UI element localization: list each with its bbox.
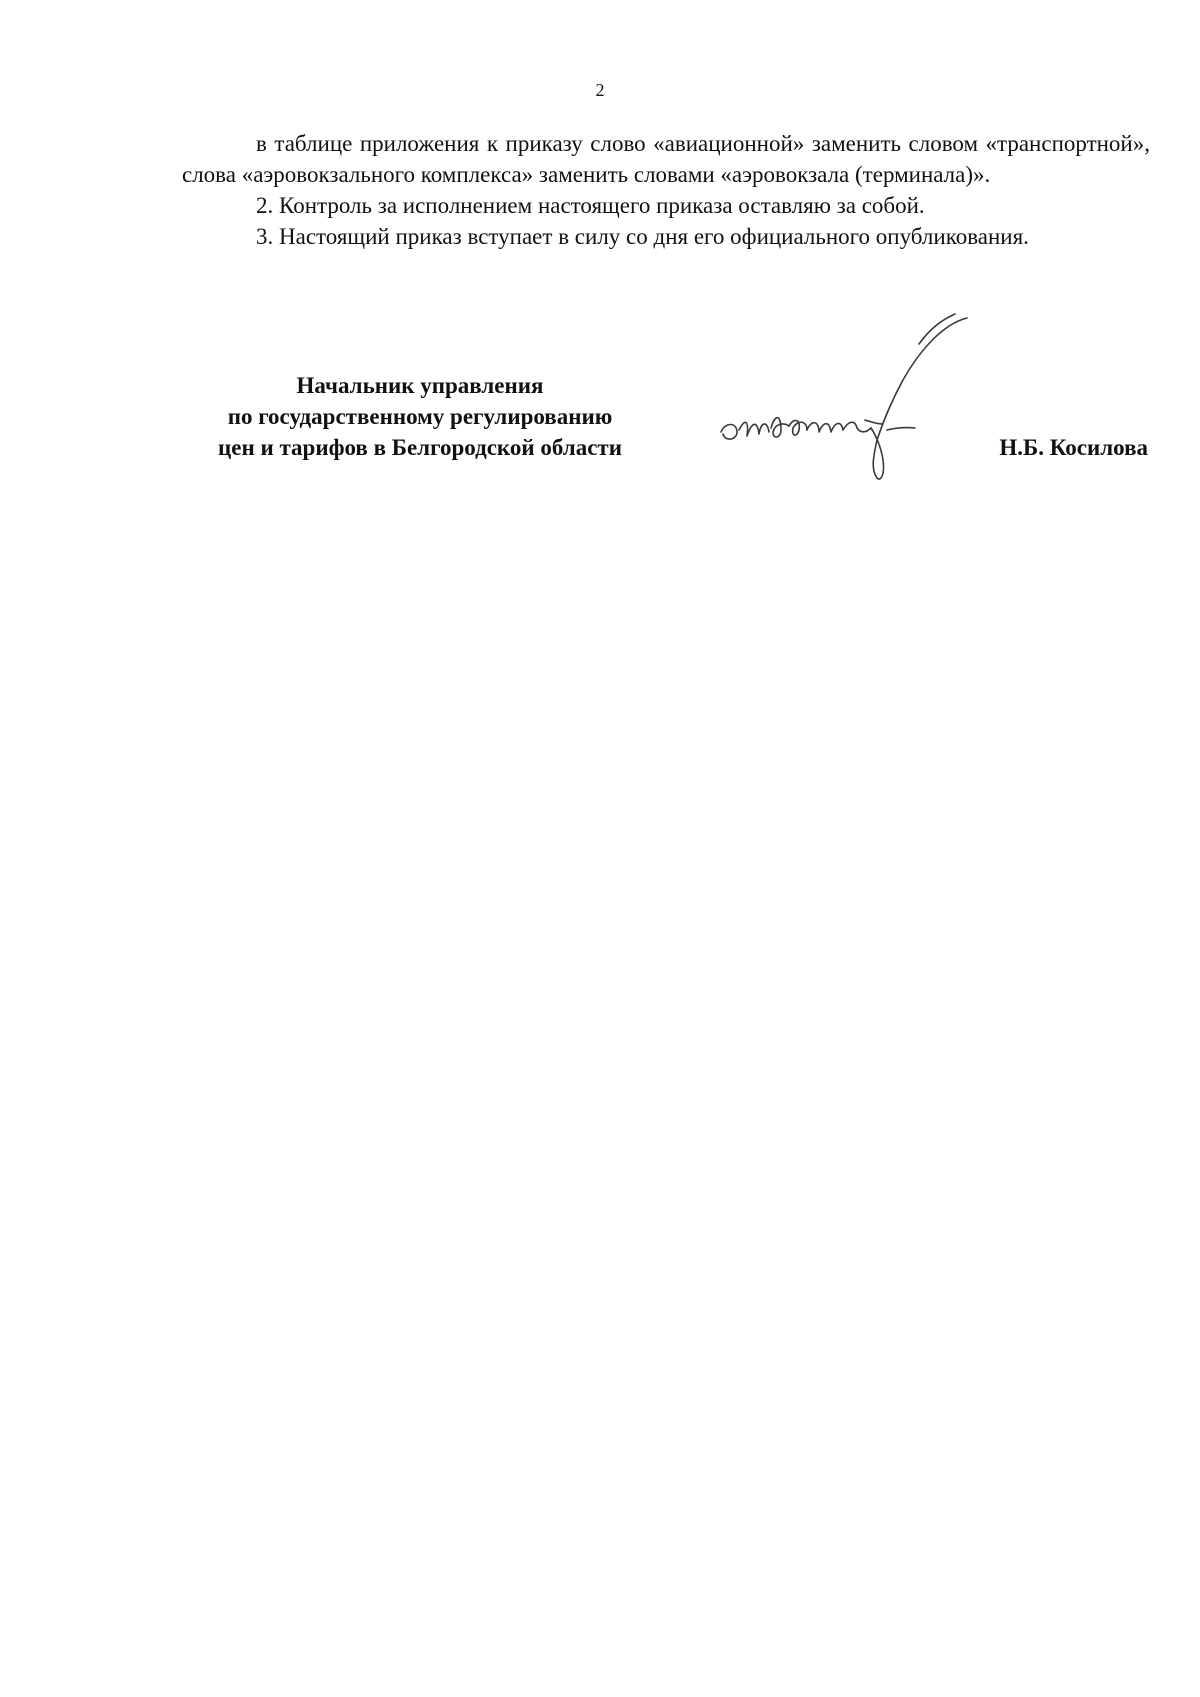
- signature-block: [170, 370, 1160, 490]
- position-title-line: Начальник управления: [296, 373, 544, 398]
- paragraph-control: 2. Контроль за исполнением настоящего приказа оставляю за собой.: [256, 193, 925, 218]
- paragraph-amendment: в таблице приложения к приказу слово «авиационной» заменить словом «транспортной», слова «аэровокзального комплекса» заменить словами «аэровокзала (терминала)».: [182, 131, 1150, 187]
- position-title-line: по государственному регулированию: [227, 404, 613, 429]
- handwritten-signature: [715, 310, 975, 490]
- position-title: [170, 370, 670, 463]
- document-body: [182, 128, 1150, 252]
- signer-name: Н.Б. Косилова: [999, 435, 1148, 460]
- page-number: 2: [595, 80, 605, 100]
- position-title-line: цен и тарифов в Белгородской области: [218, 435, 622, 460]
- paragraph-effective-date: 3. Настоящий приказ вступает в силу со дня его официального опубликования.: [256, 224, 1029, 249]
